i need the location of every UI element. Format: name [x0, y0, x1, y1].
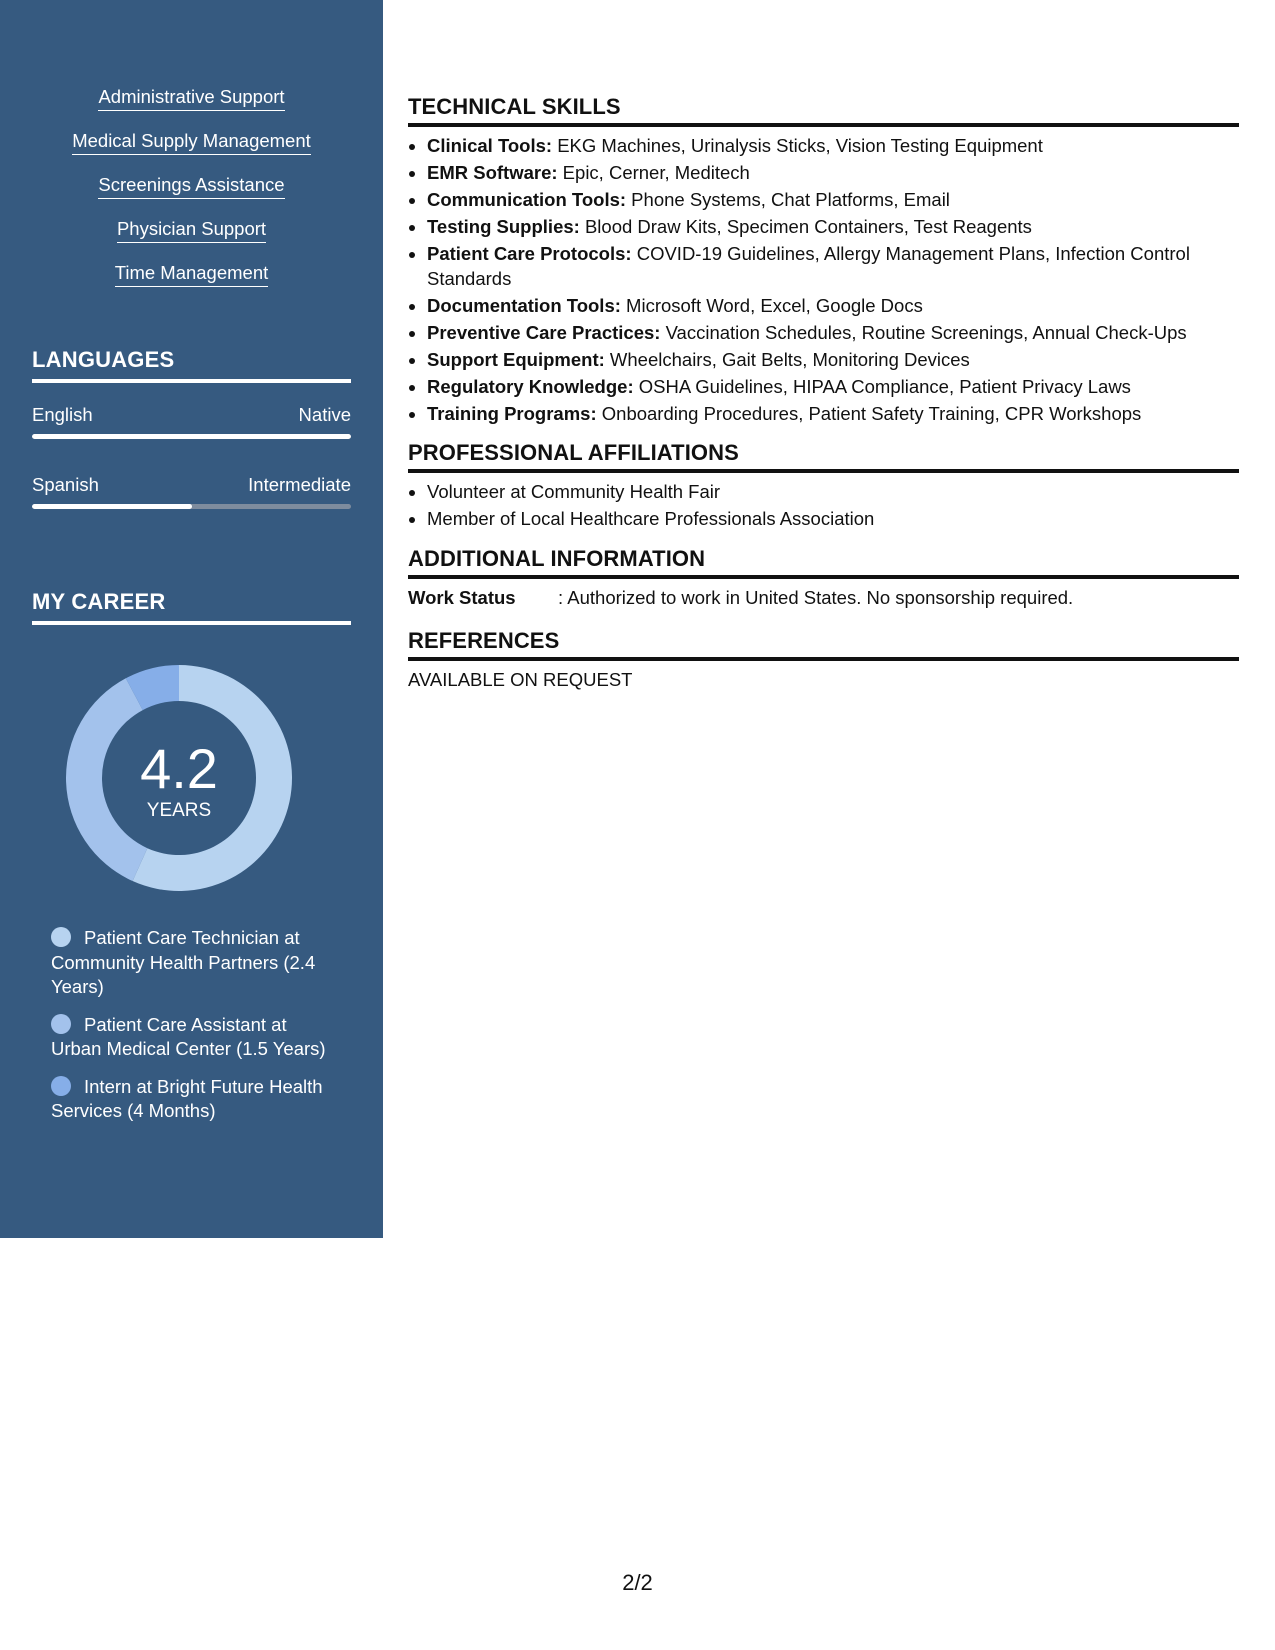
skill-text: EKG Machines, Urinalysis Sticks, Vision Testing Equipment [552, 135, 1043, 156]
section-title: REFERENCES [408, 628, 1239, 661]
career-item [51, 1075, 341, 1124]
work-status-row [408, 586, 1239, 610]
list-item [427, 134, 1239, 159]
career-list [51, 926, 341, 1137]
skill-text: Vaccination Schedules, Routine Screenings, Annual Check-Ups [660, 321, 1187, 343]
career-total-years: 4.2 [140, 737, 218, 800]
skill-text: Microsoft Word, Excel, Google Docs [620, 294, 923, 316]
section-title: TECHNICAL SKILLS [408, 94, 1239, 127]
skill-label: Training Programs: [427, 402, 597, 424]
list-item [427, 294, 1239, 319]
skill-text: Blood Draw Kits, Specimen Containers, Test Reagents [579, 216, 1032, 237]
skill-item: Time Management [115, 262, 269, 287]
language-bar-fill [32, 504, 192, 509]
career-item-label: Patient Care Assistant at Urban Medical Center (1.5 Years) [51, 1013, 326, 1059]
language-row-english [32, 404, 351, 426]
language-row-spanish [32, 474, 351, 496]
skill-item: Medical Supply Management [72, 130, 311, 155]
skill-text: OSHA Guidelines, HIPAA Compliance, Patient Privacy Laws [633, 375, 1131, 397]
list-item [427, 348, 1239, 373]
skill-label: Communication Tools: [427, 189, 627, 210]
language-name: English [32, 404, 93, 425]
language-level: Native [298, 404, 351, 425]
career-item-label: Intern at Bright Future Health Services (4 Months) [51, 1075, 323, 1121]
additional-info-section [408, 546, 1239, 610]
skill-label: Clinical Tools: [427, 135, 553, 156]
list-item [427, 242, 1239, 291]
career-item [51, 1013, 341, 1062]
skill-label: Documentation Tools: [427, 294, 621, 316]
references-text: AVAILABLE ON REQUEST [408, 668, 633, 690]
career-donut-chart [66, 665, 292, 891]
career-item [51, 926, 341, 1000]
list-item [427, 402, 1239, 427]
skill-item: Physician Support [117, 218, 266, 243]
main-content [408, 94, 1239, 692]
language-level: Intermediate [248, 474, 351, 495]
work-status-value: : Authorized to work in United States. No sponsorship required. [558, 586, 1074, 608]
technical-skills-section [408, 94, 1239, 426]
legend-dot-icon [51, 927, 71, 947]
list-item [427, 161, 1239, 186]
skill-text: Wheelchairs, Gait Belts, Monitoring Devices [604, 348, 970, 370]
career-item-label: Patient Care Technician at Community Health Partners (2.4 Years) [51, 927, 316, 997]
section-title: PROFESSIONAL AFFILIATIONS [408, 440, 1239, 473]
languages-heading: LANGUAGES [32, 347, 351, 383]
list-item: • Volunteer at Community Health Fair [427, 480, 1239, 505]
list-item [427, 215, 1239, 240]
legend-dot-icon [51, 1014, 71, 1034]
skill-item: Screenings Assistance [98, 174, 284, 199]
list-item: • Member of Local Healthcare Professionals Association [427, 507, 1239, 532]
section-title: ADDITIONAL INFORMATION [408, 546, 1239, 579]
list-item [427, 375, 1239, 400]
language-bar-spanish [32, 504, 351, 509]
skill-label: Patient Care Protocols: [427, 243, 632, 264]
work-status-label: Work Status [408, 586, 516, 608]
page-number: 2/2 [622, 1570, 653, 1595]
career-heading: MY CAREER [32, 589, 351, 625]
list-item [427, 188, 1239, 213]
skill-text: Onboarding Procedures, Patient Safety Training, CPR Workshops [596, 402, 1142, 424]
language-name: Spanish [32, 474, 99, 495]
language-bar-fill [32, 434, 351, 439]
language-bar-english [32, 434, 351, 439]
skill-label: Preventive Care Practices: [427, 321, 661, 343]
skill-text: Phone Systems, Chat Platforms, Email [626, 189, 950, 210]
skill-label: Support Equipment: [427, 348, 605, 370]
career-years-unit: YEARS [146, 800, 212, 821]
affiliations-section [408, 440, 1239, 532]
affiliations-list [408, 480, 1239, 532]
skill-label: EMR Software: [427, 162, 558, 183]
skill-label: Testing Supplies: [427, 216, 580, 237]
technical-skills-list [408, 134, 1239, 426]
skills-list [0, 86, 383, 306]
skill-text: Epic, Cerner, Meditech [557, 162, 750, 183]
skill-text: COVID-19 Guidelines, Allergy Management Plans, Infection Control Standards [427, 243, 1190, 289]
sidebar [0, 0, 383, 1238]
references-section [408, 628, 1239, 692]
skill-item: Administrative Support [98, 86, 284, 111]
skill-label: Regulatory Knowledge: [427, 375, 634, 397]
list-item [427, 321, 1239, 346]
legend-dot-icon [51, 1076, 71, 1096]
